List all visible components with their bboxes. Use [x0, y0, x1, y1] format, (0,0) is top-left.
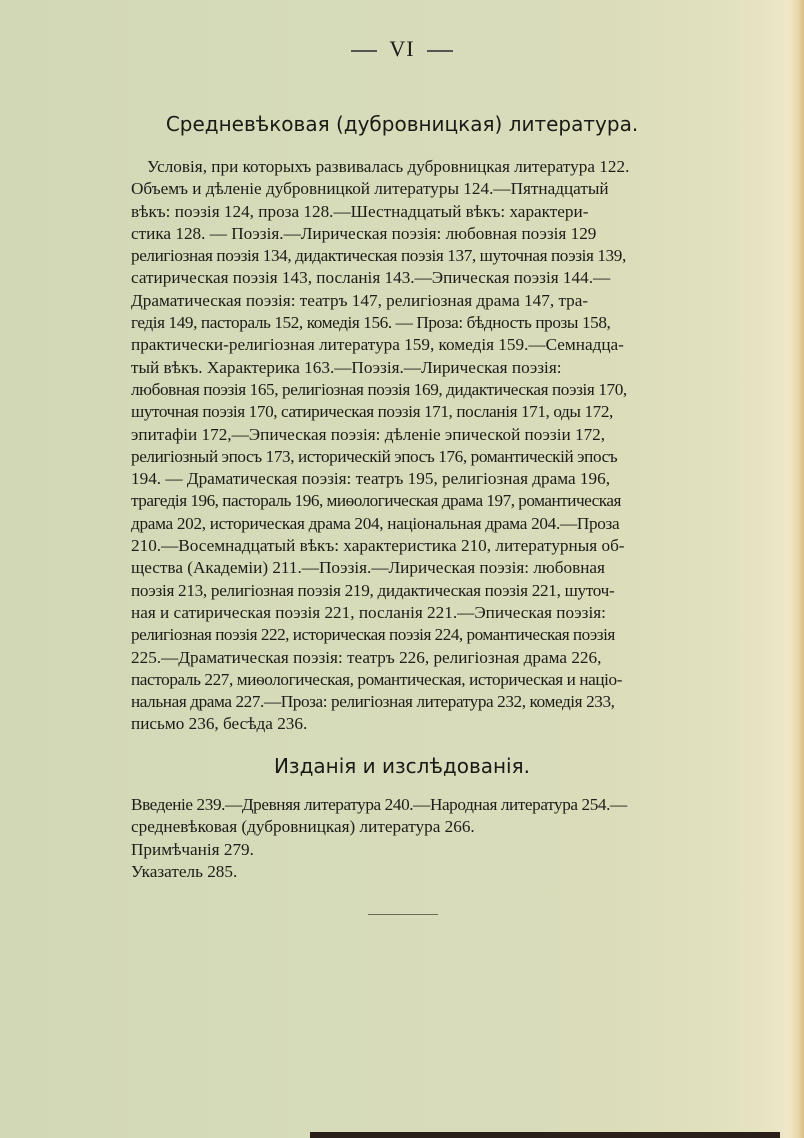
text-line: нальная драма 227.—Проза: религіозная литература 232, комедія 233, [131, 692, 615, 712]
text-line: Объемъ и дѣленіе дубровницкой литературы 124.—Пятнадцатый [131, 179, 609, 199]
text-line: поэзія 213, религіозная поэзія 219, дидактическая поэзія 221, шуточ- [131, 580, 615, 600]
text-line: практически-религіозная литература 159, комедія 159.—Семнадца- [131, 335, 624, 355]
page-edge [776, 0, 804, 1138]
text-line: эпитафіи 172,—Эпическая поэзія: дѣленіе эпической поэзіи 172, [131, 424, 606, 444]
text-line: Драматическая поэзія: театръ 147, религіозная драма 147, тра- [131, 290, 589, 310]
page-number-text: VI [389, 36, 415, 61]
text-line: средневѣковая (дубровницкая) литература 266. [131, 817, 475, 837]
text-line: 225.—Драматическая поэзія: театръ 226, религіозная драма 226, [131, 647, 602, 667]
text-line: гедія 149, пастораль 152, комедія 156. — Проза: бѣдность прозы 158, [131, 313, 611, 333]
text-line: Условія, при которыхъ развивалась дубровницкая литература 122. [147, 157, 630, 176]
text-line: стика 128. — Поэзія.—Лирическая поэзія: любовная поэзія 129 [131, 223, 597, 243]
section-body-medieval [131, 156, 765, 736]
text-line: письмо 236, бесѣда 236. [131, 714, 308, 734]
text-line: пастораль 227, миѳологическая, романтическая, историческая и націо- [131, 669, 623, 689]
section-title-medieval: Средневѣковая (дубровницкая) литература. [165, 112, 639, 136]
text-line: шуточная поэзія 170, сатирическая поэзія 171, посланія 171, оды 172, [131, 402, 613, 422]
text-line: ная и сатирическая поэзія 221, посланія 221.—Эпическая поэзія: [131, 602, 606, 622]
dash-right [427, 50, 453, 52]
page-number [0, 36, 804, 62]
text-line: религіозная поэзія 222, историческая поэзія 224, романтическая поэзія [131, 625, 615, 645]
text-line: любовная поэзія 165, религіозная поэзія 169, дидактическая поэзія 170, [131, 379, 627, 399]
section-title-editions: Изданія и изслѣдованія. [273, 754, 531, 778]
text-line: Примѣчанія 279. [131, 839, 254, 859]
dash-left [351, 50, 377, 52]
text-line: щества (Академіи) 211.—Поэзія.—Лирическая поэзія: любовная [131, 558, 605, 578]
text-line: религіозный эпосъ 173, историческій эпосъ 176, романтическій эпосъ [131, 446, 618, 466]
text-line: вѣкъ: поэзія 124, проза 128.—Шестнадцатый вѣкъ: характери- [131, 201, 589, 221]
text-line: трагедія 196, пастораль 196, миѳологическая драма 197, романтическая [131, 491, 621, 511]
text-line: Введеніе 239.—Древняя литература 240.—Народная литература 254.— [131, 795, 627, 814]
scan-edge-shadow [310, 1132, 780, 1138]
end-rule [368, 914, 438, 915]
text-line: 194. — Драматическая поэзія: театръ 195, религіозная драма 196, [131, 469, 611, 489]
text-line: тый вѣкъ. Характерика 163.—Поэзія.—Лирическая поэзія: [131, 357, 562, 377]
text-line: драма 202, историческая драма 204, національная драма 204.—Проза [131, 513, 620, 533]
text-line: Указатель 285. [131, 861, 238, 881]
text-line: 210.—Восемнадцатый вѣкъ: характеристика 210, литературныя об- [131, 536, 625, 556]
text-line: сатирическая поэзія 143, посланія 143.—Эпическая поэзія 144.— [131, 268, 611, 288]
section-body-editions [131, 794, 765, 883]
text-line: религіозная поэзія 134, дидактическая поэзія 137, шуточная поэзія 139, [131, 246, 626, 266]
